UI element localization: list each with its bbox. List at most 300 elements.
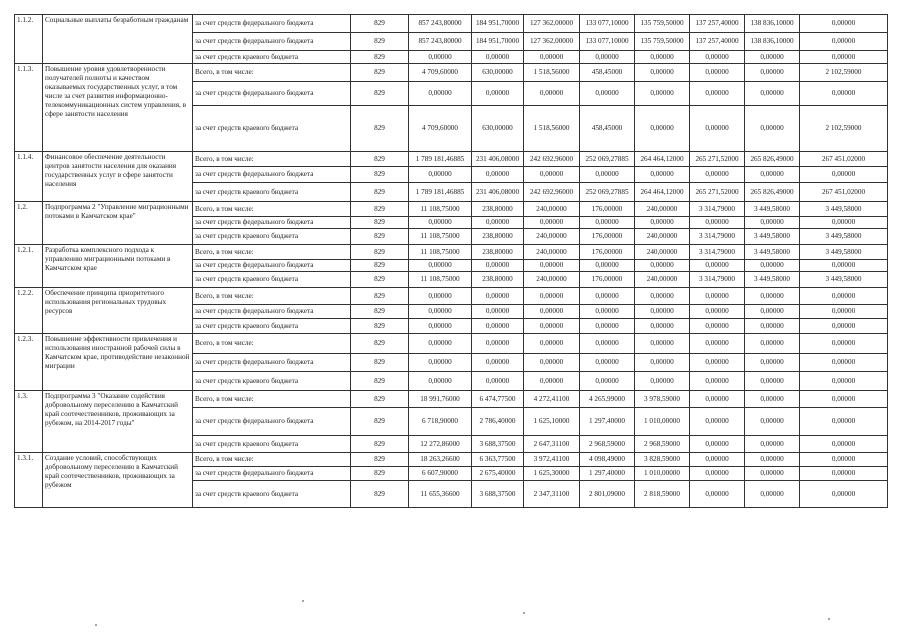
amount-cell: 0,00000 bbox=[745, 436, 800, 453]
amount-cell: 137 257,40000 bbox=[690, 33, 745, 51]
amount-cell: 0,00000 bbox=[524, 167, 580, 183]
amount-cell: 240,00000 bbox=[524, 229, 580, 245]
amount-cell: 238,80000 bbox=[472, 245, 524, 260]
amount-cell: 0,00000 bbox=[524, 354, 580, 372]
amount-cell: 231 406,08000 bbox=[472, 183, 524, 202]
amount-cell: 0,00000 bbox=[800, 82, 888, 106]
item-name: Социальные выплаты безработным гражданам bbox=[43, 15, 193, 64]
amount-cell: 3 828,59000 bbox=[635, 453, 690, 467]
item-name: Повышение эффективности привлечения и использования иностранной рабочей силы в Камчатском крае, противодействие незаконной миграции bbox=[43, 334, 193, 391]
amount-cell: 0,00000 bbox=[409, 51, 472, 64]
ministry-code: 829 bbox=[351, 82, 409, 106]
amount-cell: 3 449,58000 bbox=[745, 245, 800, 260]
amount-cell: 0,00000 bbox=[635, 106, 690, 152]
amount-cell: 0,00000 bbox=[472, 372, 524, 391]
amount-cell: 0,00000 bbox=[800, 372, 888, 391]
table-row bbox=[15, 245, 888, 260]
amount-cell: 3 314,79000 bbox=[690, 245, 745, 260]
amount-cell: 3 449,58000 bbox=[745, 202, 800, 217]
amount-cell: 0,00000 bbox=[580, 167, 635, 183]
amount-cell: 0,00000 bbox=[580, 305, 635, 319]
amount-cell: 458,45000 bbox=[580, 106, 635, 152]
funding-source: за счет средств краевого бюджета bbox=[193, 436, 351, 453]
amount-cell: 1 518,56000 bbox=[524, 64, 580, 82]
amount-cell: 4 709,60000 bbox=[409, 64, 472, 82]
amount-cell: 0,00000 bbox=[745, 305, 800, 319]
amount-cell: 0,00000 bbox=[800, 436, 888, 453]
amount-cell: 0,00000 bbox=[409, 82, 472, 106]
ministry-code: 829 bbox=[351, 33, 409, 51]
table-row bbox=[15, 202, 888, 217]
amount-cell: 0,00000 bbox=[635, 305, 690, 319]
amount-cell: 6 718,90000 bbox=[409, 408, 472, 436]
amount-cell: 0,00000 bbox=[800, 51, 888, 64]
amount-cell: 0,00000 bbox=[745, 260, 800, 272]
amount-cell: 0,00000 bbox=[745, 167, 800, 183]
amount-cell: 0,00000 bbox=[800, 217, 888, 229]
amount-cell: 0,00000 bbox=[524, 319, 580, 334]
amount-cell: 0,00000 bbox=[472, 217, 524, 229]
amount-cell: 0,00000 bbox=[524, 51, 580, 64]
amount-cell: 2 968,59000 bbox=[635, 436, 690, 453]
amount-cell: 0,00000 bbox=[635, 82, 690, 106]
amount-cell: 0,00000 bbox=[745, 51, 800, 64]
amount-cell: 0,00000 bbox=[472, 305, 524, 319]
amount-cell: 0,00000 bbox=[745, 467, 800, 481]
ministry-code: 829 bbox=[351, 217, 409, 229]
amount-cell: 2 347,31100 bbox=[524, 481, 580, 508]
funding-source: за счет средств федерального бюджета bbox=[193, 260, 351, 272]
amount-cell: 11 108,75000 bbox=[409, 245, 472, 260]
ministry-code: 829 bbox=[351, 167, 409, 183]
item-number: 1.2.3. bbox=[15, 334, 43, 391]
amount-cell: 238,80000 bbox=[472, 272, 524, 288]
amount-cell: 240,00000 bbox=[635, 245, 690, 260]
amount-cell: 0,00000 bbox=[800, 33, 888, 51]
amount-cell: 630,00000 bbox=[472, 64, 524, 82]
amount-cell: 0,00000 bbox=[745, 64, 800, 82]
amount-cell: 0,00000 bbox=[690, 260, 745, 272]
item-name: Разработка комплексного подхода к управлению миграционными потоками в Камчатском крае bbox=[43, 245, 193, 288]
funding-source: Всего, в том числе: bbox=[193, 202, 351, 217]
amount-cell: 0,00000 bbox=[409, 260, 472, 272]
amount-cell: 0,00000 bbox=[745, 288, 800, 305]
ministry-code: 829 bbox=[351, 288, 409, 305]
funding-source: за счет средств краевого бюджета bbox=[193, 272, 351, 288]
amount-cell: 0,00000 bbox=[800, 334, 888, 354]
amount-cell: 3 314,79000 bbox=[690, 272, 745, 288]
amount-cell: 176,00000 bbox=[580, 229, 635, 245]
amount-cell: 18 263,26600 bbox=[409, 453, 472, 467]
amount-cell: 238,80000 bbox=[472, 202, 524, 217]
ministry-code: 829 bbox=[351, 408, 409, 436]
amount-cell: 0,00000 bbox=[745, 481, 800, 508]
scan-speck bbox=[828, 618, 830, 620]
amount-cell: 0,00000 bbox=[580, 51, 635, 64]
amount-cell: 1 625,10000 bbox=[524, 408, 580, 436]
amount-cell: 0,00000 bbox=[690, 106, 745, 152]
amount-cell: 0,00000 bbox=[635, 64, 690, 82]
funding-source: Всего, в том числе: bbox=[193, 288, 351, 305]
amount-cell: 135 759,50000 bbox=[635, 33, 690, 51]
amount-cell: 0,00000 bbox=[690, 481, 745, 508]
amount-cell: 0,00000 bbox=[745, 217, 800, 229]
funding-source: Всего, в том числе: bbox=[193, 453, 351, 467]
amount-cell: 265 826,49000 bbox=[745, 183, 800, 202]
amount-cell: 3 314,79000 bbox=[690, 229, 745, 245]
ministry-code: 829 bbox=[351, 272, 409, 288]
amount-cell: 0,00000 bbox=[580, 319, 635, 334]
amount-cell: 0,00000 bbox=[800, 305, 888, 319]
amount-cell: 1 297,40000 bbox=[580, 467, 635, 481]
amount-cell: 0,00000 bbox=[800, 15, 888, 33]
amount-cell: 242 692,96000 bbox=[524, 152, 580, 167]
amount-cell: 1 010,00000 bbox=[635, 408, 690, 436]
amount-cell: 252 069,27885 bbox=[580, 152, 635, 167]
amount-cell: 0,00000 bbox=[690, 167, 745, 183]
item-name: Подпрограмма 3 "Оказание содействия добровольному переселению в Камчатский край соотечественников, проживающих за рубежом, на 2014-2017 годы" bbox=[43, 391, 193, 453]
amount-cell: 0,00000 bbox=[635, 260, 690, 272]
amount-cell: 11 108,75000 bbox=[409, 229, 472, 245]
amount-cell: 0,00000 bbox=[635, 354, 690, 372]
amount-cell: 0,00000 bbox=[472, 288, 524, 305]
amount-cell: 0,00000 bbox=[472, 260, 524, 272]
amount-cell: 0,00000 bbox=[800, 260, 888, 272]
amount-cell: 137 257,40000 bbox=[690, 15, 745, 33]
amount-cell: 0,00000 bbox=[409, 334, 472, 354]
amount-cell: 0,00000 bbox=[580, 334, 635, 354]
ministry-code: 829 bbox=[351, 245, 409, 260]
table-row bbox=[15, 334, 888, 354]
amount-cell: 138 836,10000 bbox=[745, 15, 800, 33]
amount-cell: 6 363,77500 bbox=[472, 453, 524, 467]
scan-speck bbox=[95, 624, 97, 626]
ministry-code: 829 bbox=[351, 467, 409, 481]
budget-table bbox=[14, 14, 888, 508]
amount-cell: 0,00000 bbox=[472, 51, 524, 64]
ministry-code: 829 bbox=[351, 260, 409, 272]
ministry-code: 829 bbox=[351, 51, 409, 64]
table-row bbox=[15, 288, 888, 305]
amount-cell: 857 243,80000 bbox=[409, 15, 472, 33]
funding-source: Всего, в том числе: bbox=[193, 64, 351, 82]
funding-source: Всего, в том числе: bbox=[193, 334, 351, 354]
ministry-code: 829 bbox=[351, 372, 409, 391]
amount-cell: 3 449,58000 bbox=[800, 245, 888, 260]
amount-cell: 4 098,49000 bbox=[580, 453, 635, 467]
amount-cell: 12 272,86000 bbox=[409, 436, 472, 453]
funding-source: за счет средств краевого бюджета bbox=[193, 106, 351, 152]
amount-cell: 133 077,10000 bbox=[580, 15, 635, 33]
item-number: 1.2.2. bbox=[15, 288, 43, 334]
amount-cell: 0,00000 bbox=[800, 481, 888, 508]
funding-source: за счет средств федерального бюджета bbox=[193, 354, 351, 372]
amount-cell: 0,00000 bbox=[690, 372, 745, 391]
amount-cell: 0,00000 bbox=[524, 305, 580, 319]
amount-cell: 0,00000 bbox=[635, 167, 690, 183]
amount-cell: 0,00000 bbox=[690, 217, 745, 229]
amount-cell: 3 449,58000 bbox=[800, 272, 888, 288]
ministry-code: 829 bbox=[351, 453, 409, 467]
amount-cell: 240,00000 bbox=[635, 272, 690, 288]
ministry-code: 829 bbox=[351, 106, 409, 152]
funding-source: за счет средств федерального бюджета bbox=[193, 217, 351, 229]
amount-cell: 267 451,02000 bbox=[800, 183, 888, 202]
amount-cell: 0,00000 bbox=[635, 217, 690, 229]
amount-cell: 3 449,58000 bbox=[745, 229, 800, 245]
amount-cell: 0,00000 bbox=[635, 319, 690, 334]
amount-cell: 0,00000 bbox=[524, 260, 580, 272]
amount-cell: 2 675,40000 bbox=[472, 467, 524, 481]
amount-cell: 0,00000 bbox=[745, 106, 800, 152]
item-number: 1.2. bbox=[15, 202, 43, 245]
ministry-code: 829 bbox=[351, 183, 409, 202]
amount-cell: 0,00000 bbox=[690, 51, 745, 64]
ministry-code: 829 bbox=[351, 391, 409, 408]
ministry-code: 829 bbox=[351, 229, 409, 245]
amount-cell: 6 607,90000 bbox=[409, 467, 472, 481]
amount-cell: 184 951,70000 bbox=[472, 15, 524, 33]
amount-cell: 0,00000 bbox=[472, 82, 524, 106]
amount-cell: 0,00000 bbox=[690, 354, 745, 372]
amount-cell: 3 314,79000 bbox=[690, 202, 745, 217]
amount-cell: 264 464,12000 bbox=[635, 183, 690, 202]
funding-source: за счет средств федерального бюджета bbox=[193, 467, 351, 481]
amount-cell: 1 625,30000 bbox=[524, 467, 580, 481]
amount-cell: 11 108,75000 bbox=[409, 272, 472, 288]
amount-cell: 458,45000 bbox=[580, 64, 635, 82]
funding-source: Всего, в том числе: bbox=[193, 245, 351, 260]
amount-cell: 0,00000 bbox=[690, 453, 745, 467]
amount-cell: 267 451,02000 bbox=[800, 152, 888, 167]
amount-cell: 0,00000 bbox=[409, 372, 472, 391]
amount-cell: 127 362,00000 bbox=[524, 15, 580, 33]
amount-cell: 0,00000 bbox=[800, 288, 888, 305]
amount-cell: 184 951,70000 bbox=[472, 33, 524, 51]
amount-cell: 0,00000 bbox=[524, 82, 580, 106]
amount-cell: 265 271,52000 bbox=[690, 183, 745, 202]
scan-speck bbox=[302, 600, 304, 602]
amount-cell: 138 836,10000 bbox=[745, 33, 800, 51]
amount-cell: 0,00000 bbox=[690, 467, 745, 481]
amount-cell: 0,00000 bbox=[800, 319, 888, 334]
amount-cell: 0,00000 bbox=[745, 408, 800, 436]
funding-source: за счет средств федерального бюджета bbox=[193, 305, 351, 319]
amount-cell: 240,00000 bbox=[524, 272, 580, 288]
amount-cell: 11 655,36600 bbox=[409, 481, 472, 508]
amount-cell: 1 518,56000 bbox=[524, 106, 580, 152]
amount-cell: 0,00000 bbox=[580, 288, 635, 305]
item-number: 1.1.2. bbox=[15, 15, 43, 64]
amount-cell: 0,00000 bbox=[580, 354, 635, 372]
item-name: Повышение уровня удовлетворенности получателей полноты и качеством оказываемых государственных услуг, в том числе за счет развития информационно-телекоммуникационных систем управления, в сфере занятости населения bbox=[43, 64, 193, 152]
ministry-code: 829 bbox=[351, 202, 409, 217]
amount-cell: 4 709,60000 bbox=[409, 106, 472, 152]
funding-source: за счет средств федерального бюджета bbox=[193, 82, 351, 106]
amount-cell: 0,00000 bbox=[409, 217, 472, 229]
amount-cell: 0,00000 bbox=[524, 334, 580, 354]
amount-cell: 0,00000 bbox=[409, 354, 472, 372]
amount-cell: 127 362,00000 bbox=[524, 33, 580, 51]
ministry-code: 829 bbox=[351, 334, 409, 354]
amount-cell: 0,00000 bbox=[800, 354, 888, 372]
amount-cell: 0,00000 bbox=[472, 319, 524, 334]
item-number: 1.3.1. bbox=[15, 453, 43, 508]
amount-cell: 0,00000 bbox=[800, 453, 888, 467]
amount-cell: 133 077,10000 bbox=[580, 33, 635, 51]
amount-cell: 176,00000 bbox=[580, 272, 635, 288]
amount-cell: 1 010,00000 bbox=[635, 467, 690, 481]
amount-cell: 264 464,12000 bbox=[635, 152, 690, 167]
amount-cell: 0,00000 bbox=[635, 334, 690, 354]
amount-cell: 252 069,27885 bbox=[580, 183, 635, 202]
amount-cell: 0,00000 bbox=[745, 82, 800, 106]
item-name: Финансовое обеспечение деятельности центров занятости населения для оказания государственных услуг в сфере занятости населения bbox=[43, 152, 193, 202]
funding-source: Всего, в том числе: bbox=[193, 391, 351, 408]
amount-cell: 4 265,99000 bbox=[580, 391, 635, 408]
amount-cell: 3 449,58000 bbox=[800, 229, 888, 245]
amount-cell: 242 692,96000 bbox=[524, 183, 580, 202]
amount-cell: 0,00000 bbox=[409, 167, 472, 183]
amount-cell: 0,00000 bbox=[745, 453, 800, 467]
item-number: 1.2.1. bbox=[15, 245, 43, 288]
amount-cell: 0,00000 bbox=[745, 372, 800, 391]
amount-cell: 4 272,41100 bbox=[524, 391, 580, 408]
amount-cell: 176,00000 bbox=[580, 202, 635, 217]
item-number: 1.1.4. bbox=[15, 152, 43, 202]
table-body bbox=[15, 15, 888, 508]
amount-cell: 0,00000 bbox=[745, 334, 800, 354]
amount-cell: 0,00000 bbox=[745, 319, 800, 334]
amount-cell: 238,80000 bbox=[472, 229, 524, 245]
amount-cell: 3 449,58000 bbox=[745, 272, 800, 288]
amount-cell: 0,00000 bbox=[472, 334, 524, 354]
amount-cell: 6 474,77500 bbox=[472, 391, 524, 408]
amount-cell: 231 406,08000 bbox=[472, 152, 524, 167]
amount-cell: 240,00000 bbox=[524, 202, 580, 217]
amount-cell: 2 801,09000 bbox=[580, 481, 635, 508]
amount-cell: 0,00000 bbox=[524, 217, 580, 229]
amount-cell: 0,00000 bbox=[745, 354, 800, 372]
scan-speck bbox=[523, 612, 525, 614]
ministry-code: 829 bbox=[351, 436, 409, 453]
amount-cell: 0,00000 bbox=[580, 217, 635, 229]
amount-cell: 0,00000 bbox=[690, 334, 745, 354]
amount-cell: 0,00000 bbox=[524, 288, 580, 305]
amount-cell: 135 759,50000 bbox=[635, 15, 690, 33]
amount-cell: 240,00000 bbox=[635, 202, 690, 217]
amount-cell: 0,00000 bbox=[690, 391, 745, 408]
ministry-code: 829 bbox=[351, 354, 409, 372]
item-number: 1.1.3. bbox=[15, 64, 43, 152]
ministry-code: 829 bbox=[351, 305, 409, 319]
amount-cell: 0,00000 bbox=[800, 408, 888, 436]
amount-cell: 0,00000 bbox=[800, 391, 888, 408]
amount-cell: 2 818,59000 bbox=[635, 481, 690, 508]
document-sheet bbox=[14, 14, 887, 508]
funding-source: Всего, в том числе: bbox=[193, 152, 351, 167]
amount-cell: 176,00000 bbox=[580, 245, 635, 260]
amount-cell: 0,00000 bbox=[800, 467, 888, 481]
amount-cell: 3 688,37500 bbox=[472, 436, 524, 453]
funding-source: за счет средств краевого бюджета bbox=[193, 372, 351, 391]
amount-cell: 2 786,40000 bbox=[472, 408, 524, 436]
ministry-code: 829 bbox=[351, 481, 409, 508]
ministry-code: 829 bbox=[351, 64, 409, 82]
amount-cell: 240,00000 bbox=[524, 245, 580, 260]
amount-cell: 0,00000 bbox=[635, 51, 690, 64]
amount-cell: 2 102,59000 bbox=[800, 64, 888, 82]
item-name: Обеспечение принципа приоритетного использования региональных трудовых ресурсов bbox=[43, 288, 193, 334]
amount-cell: 0,00000 bbox=[409, 319, 472, 334]
amount-cell: 3 972,41100 bbox=[524, 453, 580, 467]
amount-cell: 1 789 181,46885 bbox=[409, 183, 472, 202]
amount-cell: 0,00000 bbox=[690, 82, 745, 106]
amount-cell: 3 449,58000 bbox=[800, 202, 888, 217]
funding-source: за счет средств федерального бюджета bbox=[193, 167, 351, 183]
amount-cell: 265 826,49000 bbox=[745, 152, 800, 167]
funding-source: за счет средств краевого бюджета bbox=[193, 229, 351, 245]
amount-cell: 0,00000 bbox=[635, 288, 690, 305]
funding-source: за счет средств федерального бюджета bbox=[193, 408, 351, 436]
amount-cell: 0,00000 bbox=[690, 408, 745, 436]
amount-cell: 2 647,31100 bbox=[524, 436, 580, 453]
amount-cell: 1 297,40000 bbox=[580, 408, 635, 436]
ministry-code: 829 bbox=[351, 152, 409, 167]
amount-cell: 3 688,37500 bbox=[472, 481, 524, 508]
amount-cell: 0,00000 bbox=[635, 372, 690, 391]
amount-cell: 0,00000 bbox=[745, 391, 800, 408]
amount-cell: 857 243,80000 bbox=[409, 33, 472, 51]
amount-cell: 0,00000 bbox=[472, 167, 524, 183]
funding-source: за счет средств краевого бюджета bbox=[193, 319, 351, 334]
amount-cell: 240,00000 bbox=[635, 229, 690, 245]
funding-source: за счет средств федерального бюджета bbox=[193, 15, 351, 33]
amount-cell: 0,00000 bbox=[580, 260, 635, 272]
table-row bbox=[15, 453, 888, 467]
amount-cell: 1 789 181,46885 bbox=[409, 152, 472, 167]
amount-cell: 11 108,75000 bbox=[409, 202, 472, 217]
amount-cell: 0,00000 bbox=[409, 305, 472, 319]
ministry-code: 829 bbox=[351, 15, 409, 33]
funding-source: за счет средств федерального бюджета bbox=[193, 33, 351, 51]
amount-cell: 0,00000 bbox=[800, 167, 888, 183]
funding-source: за счет средств краевого бюджета bbox=[193, 183, 351, 202]
item-number: 1.3. bbox=[15, 391, 43, 453]
amount-cell: 0,00000 bbox=[690, 288, 745, 305]
amount-cell: 0,00000 bbox=[580, 372, 635, 391]
item-name: Подпрограмма 2 "Управление миграционными потоками в Камчатском крае" bbox=[43, 202, 193, 245]
amount-cell: 0,00000 bbox=[524, 372, 580, 391]
amount-cell: 265 271,52000 bbox=[690, 152, 745, 167]
table-row bbox=[15, 152, 888, 167]
table-row bbox=[15, 391, 888, 408]
amount-cell: 0,00000 bbox=[580, 82, 635, 106]
amount-cell: 0,00000 bbox=[690, 319, 745, 334]
amount-cell: 3 978,59000 bbox=[635, 391, 690, 408]
amount-cell: 0,00000 bbox=[472, 354, 524, 372]
amount-cell: 2 102,59000 bbox=[800, 106, 888, 152]
amount-cell: 0,00000 bbox=[409, 288, 472, 305]
funding-source: за счет средств краевого бюджета bbox=[193, 51, 351, 64]
amount-cell: 18 991,76000 bbox=[409, 391, 472, 408]
amount-cell: 0,00000 bbox=[690, 64, 745, 82]
item-name: Создание условий, способствующих добровольному переселению в Камчатский край соотечественников, проживающих за рубежом bbox=[43, 453, 193, 508]
funding-source: за счет средств краевого бюджета bbox=[193, 481, 351, 508]
amount-cell: 630,00000 bbox=[472, 106, 524, 152]
amount-cell: 0,00000 bbox=[690, 436, 745, 453]
ministry-code: 829 bbox=[351, 319, 409, 334]
